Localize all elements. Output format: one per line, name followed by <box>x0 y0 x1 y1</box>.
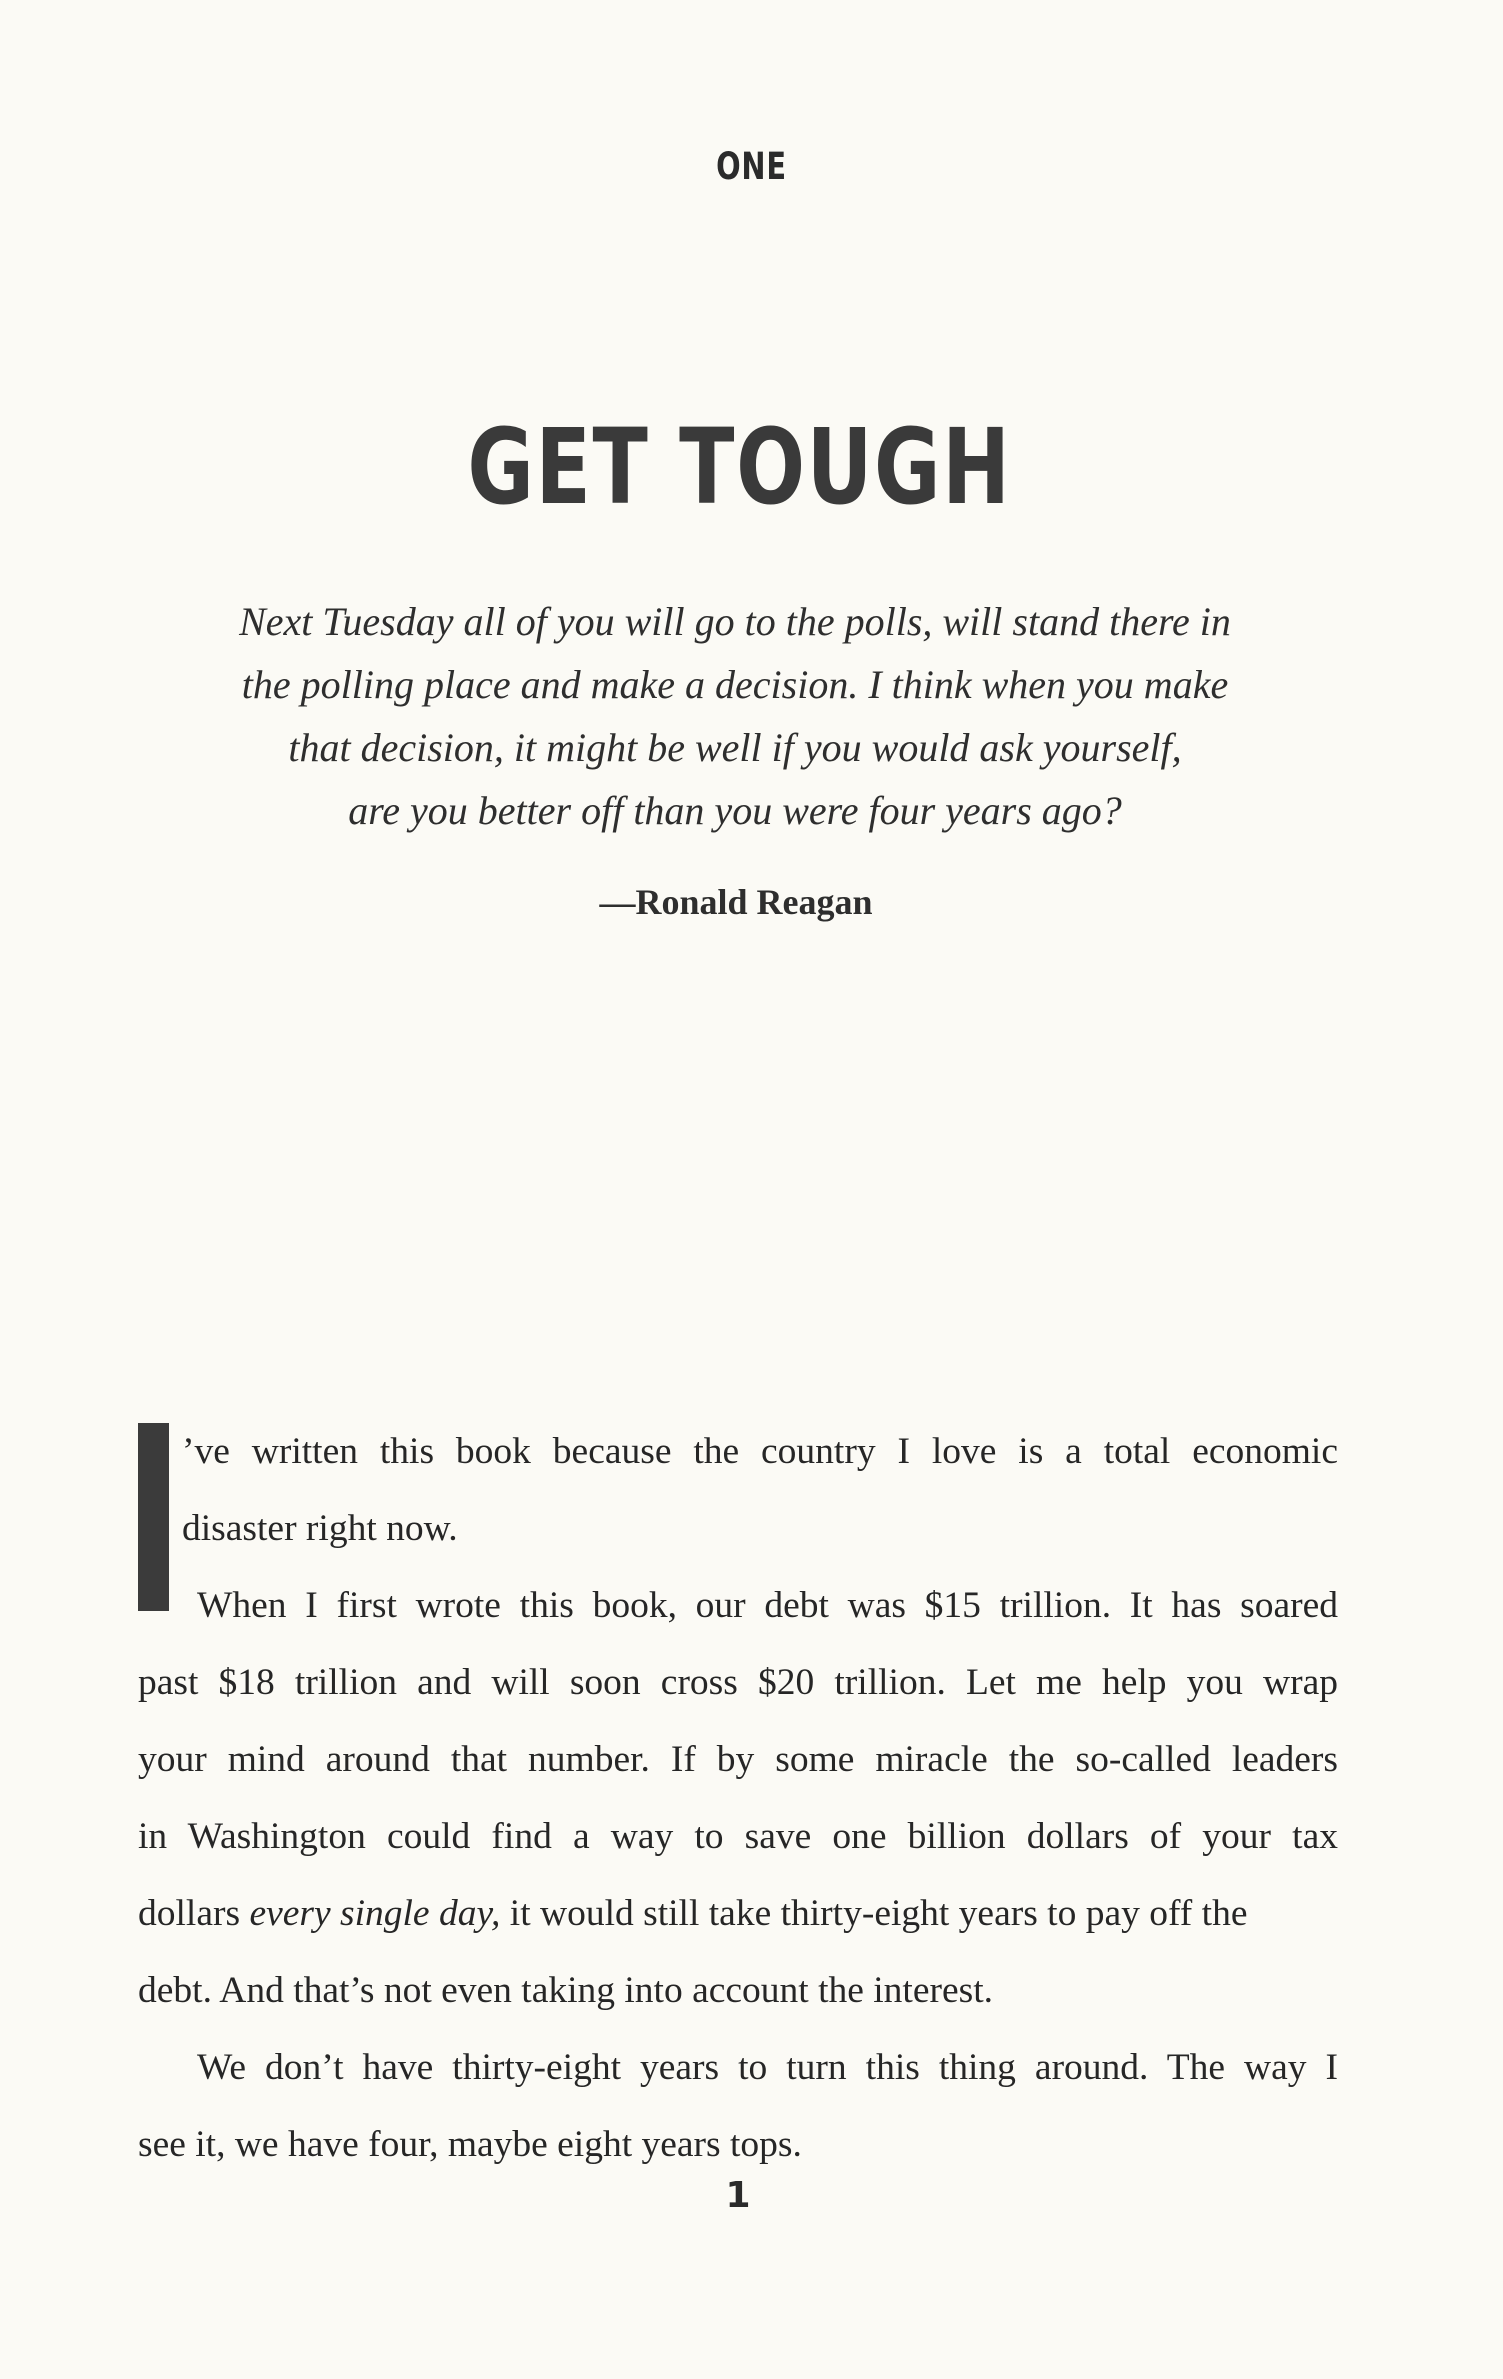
page-number: 1 <box>725 2175 751 2216</box>
body-text-segment: it would still take thirty-eight years to pay off the <box>509 1893 1248 1934</box>
epigraph-line: the polling place and make a decision. I think when you make <box>241 662 1229 707</box>
body-line: see it, we have four, maybe eight years tops. <box>138 2124 802 2165</box>
body-line: in Washington could find a way to save one billion dollars of your tax <box>138 1816 1338 1857</box>
epigraph-line: that decision, it might be well if you would ask yourself, <box>288 725 1182 770</box>
body-line: past $18 trillion and will soon cross $20 trillion. Let me help you wrap <box>138 1662 1338 1703</box>
epigraph-line: are you better off than you were four years ago? <box>348 788 1122 833</box>
body-line-mixed <box>138 1875 1338 1952</box>
body-line: debt. And that’s not even taking into account the interest. <box>138 1970 994 2011</box>
epigraph-quote <box>200 590 1270 842</box>
emphasis-text: every single day, <box>249 1893 501 1934</box>
body-line: disaster right now. <box>182 1508 458 1549</box>
body-line: When I first wrote this book, our debt was $15 trillion. It has soared <box>197 1585 1338 1626</box>
epigraph-attribution: —Ronald Reagan <box>599 882 873 922</box>
chapter-number: ONE <box>716 145 787 188</box>
body-text <box>138 1413 1338 2183</box>
body-text-segment: dollars <box>138 1893 241 1934</box>
body-line: your mind around that number. If by some miracle the so-called leaders <box>138 1739 1338 1780</box>
epigraph-line: Next Tuesday all of you will go to the polls, will stand there in <box>239 599 1231 644</box>
body-line: We don’t have thirty-eight years to turn this thing around. The way I <box>197 2047 1338 2088</box>
chapter-title: GET TOUGH <box>467 406 1012 528</box>
body-line: ’ve written this book because the country I love is a total economic <box>182 1431 1338 1472</box>
